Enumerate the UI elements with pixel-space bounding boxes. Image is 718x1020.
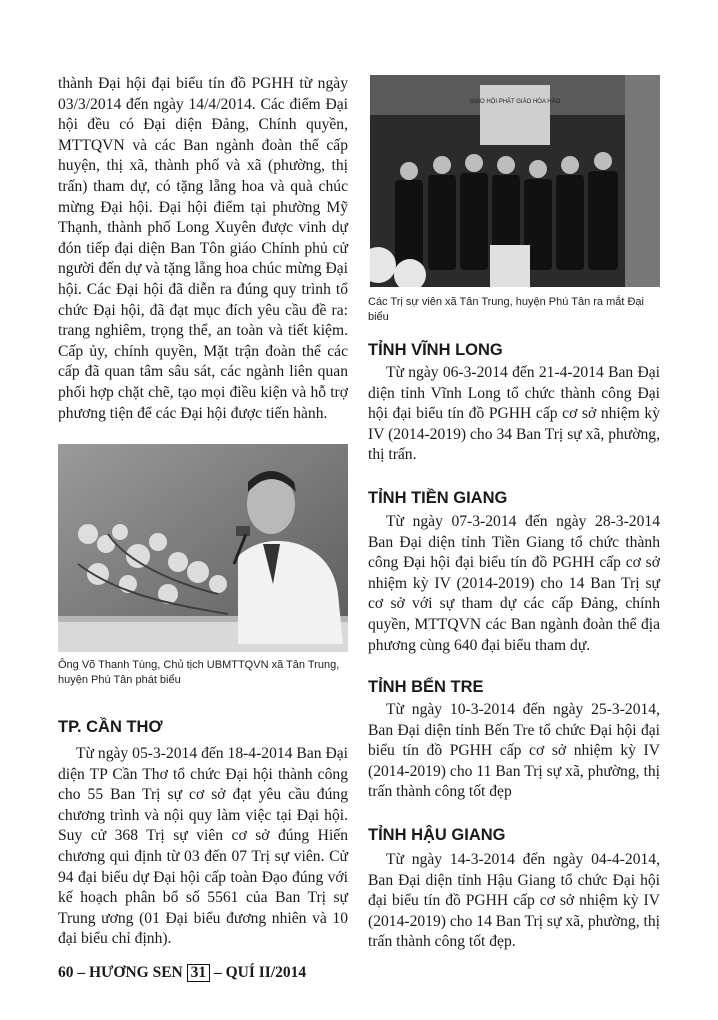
- section-heading-can-tho: TP. CẦN THƠ: [58, 718, 163, 736]
- magazine-name: – HƯƠNG SEN: [77, 964, 183, 981]
- section-heading-ben-tre: TỈNH BẾN TRE: [368, 678, 484, 696]
- council-photo-caption: Các Trị sự viên xã Tân Trung, huyện Phú Tân ra mắt Đại biểu: [368, 296, 644, 323]
- section-text-vinh-long: Từ ngày 06-3-2014 đến 21-4-2014 Ban Đại diện tỉnh Vĩnh Long tổ chức thành công Đại hội đại biểu tín đồ PGHH cấp cơ sở nhiệm kỳ IV (2014-2019) cho 34 Ban Trị sự xã, phường, thị trấn.: [368, 364, 660, 464]
- page-number: 60: [58, 964, 74, 981]
- issue-number: 31: [187, 964, 211, 982]
- section-text-tien-giang: Từ ngày 07-3-2014 đến ngày 28-3-2014 Ban Đại diện tỉnh Tiền Giang tổ chức thành công Đại hội đại biểu tín đồ PGHH cấp cơ sở nhiệm kỳ IV (2014-2019) cho 14 Ban Trị sự cơ sở với sự tham dự các cấp Đảng, chính quyền, MTTQVN các Ban ngành đoàn thể địa phương cùng 640 đại biểu tham dự.: [368, 513, 660, 654]
- section-heading-hau-giang: TỈNH HẬU GIANG: [368, 826, 506, 844]
- section-heading-vinh-long: TỈNH VĨNH LONG: [368, 341, 503, 359]
- council-photo: [370, 75, 660, 287]
- section-text-can-tho: Từ ngày 05-3-2014 đến 18-4-2014 Ban Đại diện TP Cần Thơ tổ chức Đại hội thành công cho 55 Ban Trị sự cơ sở đạt yêu cầu đúng chương trình và nội quy làm việc tại Đại hội. Suy cử 368 Trị sự viên cơ sở đúng Hiến chương qui định từ 03 đến 07 Trị sự viên. Cử 94 đại biểu dự Đại hội cấp toàn Đạo đúng với kế hoạch phân bổ số 5561 của Ban Trị sự Trung ương (01 Đại biểu đương nhiên và 10 đại biểu chỉ định).: [58, 745, 348, 948]
- section-text-hau-giang: Từ ngày 14-3-2014 đến ngày 04-4-2014, Ban Đại diện tỉnh Hậu Giang tổ chức Đại hội đại biểu tín đồ PGHH cấp cơ sở nhiệm kỳ IV (2014-2019) cho 14 Ban Trị sự xã, phường, thị trấn thành công tốt đẹp.: [368, 851, 660, 951]
- issue-quarter: – QUÍ II/2014: [213, 964, 307, 981]
- intro-paragraph: thành Đại hội đại biểu tín đồ PGHH từ ngày 03/3/2014 đến ngày 14/4/2014. Các điểm Đại hội đều có Đại diện Đảng, Chính quyền, MTTQVN và các Ban ngành đoàn thể cấp huyện, thị xã, thành phố và xã (phường, thị trấn) tham dự, có tặng lẵng hoa và quà chúc mừng Đại hội. Đại hội điểm tại phường Mỹ Thạnh, thành phố Long Xuyên được vinh dự đón tiếp đại diện Ban Tôn giáo Chính phủ cử người đến dự và tặng lẵng hoa chúc mừng Đại hội. Các Đại hội đã diễn ra đúng quy trình tổ chức Đại hội, đã đạt mục đích yêu cầu đề ra: trang nghiêm, trọng thể, an toàn và tiết kiệm. Cấp ủy, chính quyền, Mặt trận đoàn thể các cấp đã quan tâm sâu sát, các ngành liên quan phối hợp chặt chẽ, tạo mọi điều kiện và hỗ trợ phương tiện để các Đại hội được tiến hành.: [58, 75, 348, 422]
- speaker-photo: [58, 444, 348, 652]
- section-text-ben-tre: Từ ngày 10-3-2014 đến ngày 25-3-2014, Ban Đại diện tỉnh Bến Tre tổ chức Đại hội đại biểu tín đồ PGHH cấp cơ sở nhiệm kỳ IV (2014-2019) cho 11 Ban Trị sự xã, phường, thị trấn thành công tốt đẹp: [368, 701, 660, 801]
- speaker-photo-caption: Ông Võ Thanh Tùng, Chủ tịch UBMTTQVN xã Tân Trung, huyện Phú Tân phát biểu: [58, 659, 340, 686]
- section-heading-tien-giang: TỈNH TIỀN GIANG: [368, 489, 508, 507]
- page-footer: [58, 964, 306, 982]
- banner-text: GIÁO HỘI PHẬT GIÁO HÒA HẢO: [469, 99, 561, 105]
